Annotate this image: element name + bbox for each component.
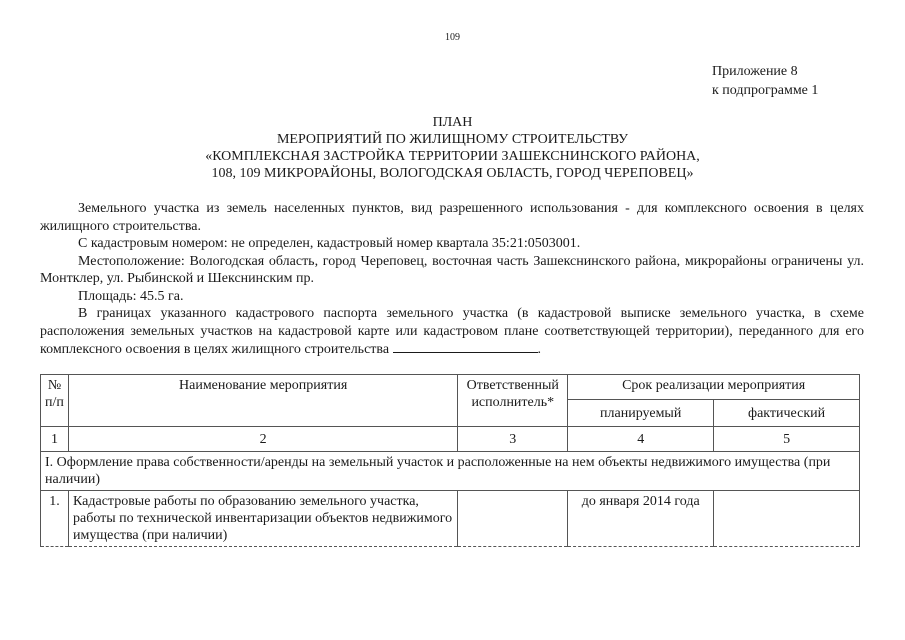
- header-period: Срок реализации мероприятия: [568, 375, 860, 400]
- boundaries-text: В границах указанного кадастрового паспорта земельного участка (в кадастровой выписке земельного участка, в схеме расположения земельных участков на кадастровой карте или кадастровом плане соответствующей территории), переданного для его комплексного освоения в целях жилищного строительства: [40, 306, 864, 357]
- boundaries-end: .: [537, 342, 542, 357]
- header-name: Наименование мероприятия: [68, 375, 457, 427]
- col-number-4: 4: [568, 427, 714, 452]
- appendix-note: [712, 62, 818, 100]
- blank-fill-line: [393, 340, 538, 353]
- column-numbers-row: [41, 427, 860, 452]
- title-line-3: «КОМПЛЕКСНАЯ ЗАСТРОЙКА ТЕРРИТОРИИ ЗАШЕКСНИНСКОГО РАЙОНА,: [205, 149, 700, 164]
- paragraph-boundaries: [40, 305, 864, 359]
- row-name: Кадастровые работы по образованию земельного участка, работы по технической инвентаризации объектов недвижимого имущества (при наличии): [68, 491, 457, 547]
- table-row: [41, 491, 860, 547]
- title-line-1: ПЛАН: [432, 115, 473, 130]
- paragraph-location: Местоположение: Вологодская область, город Череповец, восточная часть Зашекснинского района, микрорайоны ограничены ул. Монтклер, ул. Рыбинской и Шекснинским пр.: [40, 253, 864, 286]
- section-title: I. Оформление права собственности/аренды на земельный участок и расположенные на нем объекты недвижимого имущества (при наличии): [41, 452, 860, 491]
- header-planned: планируемый: [568, 400, 714, 427]
- page-number: 109: [445, 32, 460, 43]
- section-row: [41, 452, 860, 491]
- document-title: [0, 114, 905, 182]
- header-responsible: Ответственный исполнитель*: [458, 375, 568, 427]
- table-header-row: [41, 375, 860, 400]
- col-number-3: 3: [458, 427, 568, 452]
- header-num: № п/п: [41, 375, 69, 427]
- title-line-2: МЕРОПРИЯТИЙ ПО ЖИЛИЩНОМУ СТРОИТЕЛЬСТВУ: [276, 132, 629, 147]
- col-number-5: 5: [714, 427, 860, 452]
- appendix-line-1: Приложение 8: [712, 64, 798, 79]
- document-body: [40, 200, 864, 359]
- measures-table: [40, 374, 860, 547]
- row-planned: до января 2014 года: [568, 491, 714, 547]
- paragraph-cadastral-number: С кадастровым номером: не определен, кадастровый номер квартала 35:21:0503001.: [78, 236, 581, 251]
- col-number-1: 1: [41, 427, 69, 452]
- title-line-4: 108, 109 МИКРОРАЙОНЫ, ВОЛОГОДСКАЯ ОБЛАСТЬ, ГОРОД ЧЕРЕПОВЕЦ»: [211, 166, 694, 181]
- paragraph-land-purpose: Земельного участка из земель населенных пунктов, вид разрешенного использования - для комплексного освоения в целях жилищного строительства.: [40, 201, 864, 234]
- paragraph-area: Площадь: 45.5 га.: [78, 288, 184, 304]
- appendix-line-2: к подпрограмме 1: [712, 83, 819, 98]
- row-num: 1.: [41, 491, 69, 547]
- header-actual: фактический: [714, 400, 860, 427]
- col-number-2: 2: [68, 427, 457, 452]
- row-responsible: [458, 491, 568, 547]
- row-actual: [714, 491, 860, 547]
